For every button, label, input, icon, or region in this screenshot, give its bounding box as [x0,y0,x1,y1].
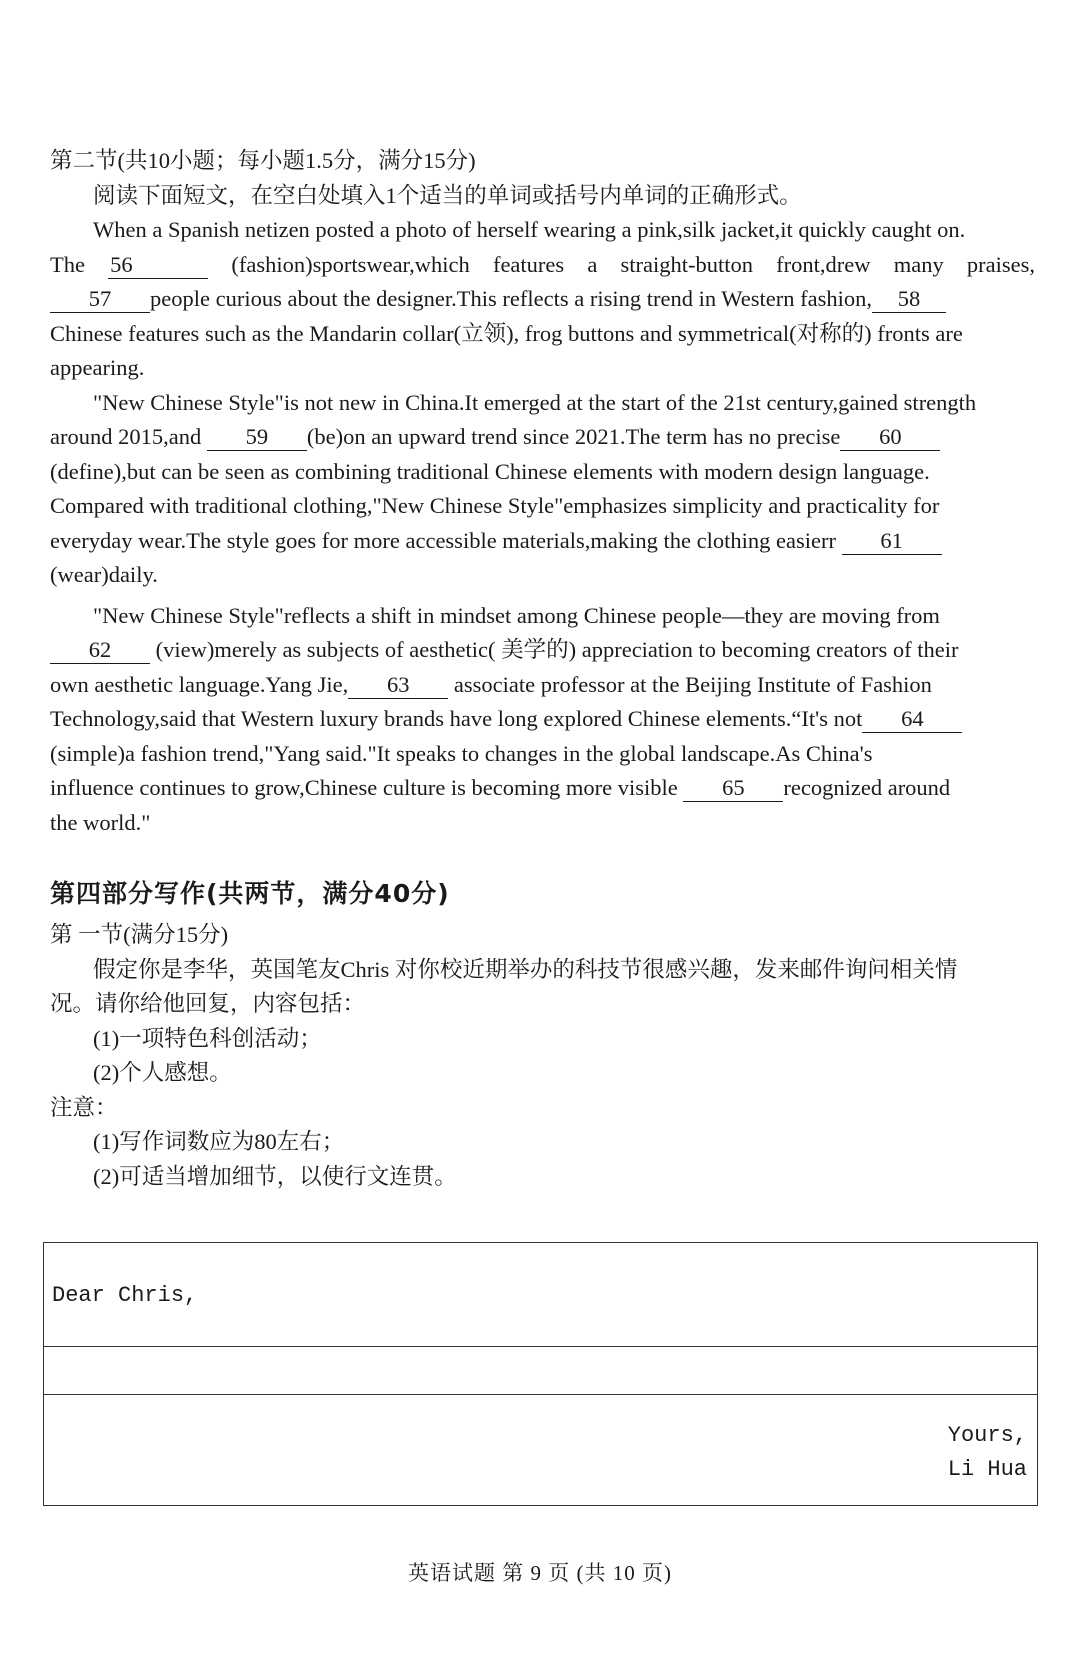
note-label: 注意： [50,1094,118,1120]
passage-line [50,771,1035,806]
task-item: (1)一项特色科创活动； [93,1025,322,1051]
section-heading: 第二节(共10小题；每小题1.5分，满分15分) [50,148,476,173]
passage-line [50,668,1035,703]
passage-text: Technology,said that Western luxury brands have long explored Chinese elements.“It's not [50,706,863,731]
task-item: (2)个人感想。 [93,1060,232,1085]
passage-text: people curious about the designer.This reflects a rising trend in Western fashion, [150,286,872,311]
passage-text: (be)on an upward trend since 2021.The term has no precise [306,424,841,449]
passage-text: everyday wear.The style goes for more accessible materials,making the clothing easierr [50,527,836,553]
blank-56[interactable]: 56 [108,252,208,279]
passage-line: "New Chinese Style"reflects a shift in mindset among Chinese people—they are moving from [93,602,940,628]
passage-text: The [50,251,85,277]
passage-text: (view)merely as subjects of aesthetic( 美学的) appreciation to becoming creators of their [155,637,959,662]
exam-content [50,144,1035,1194]
passage-line [50,248,1035,283]
passage-line [50,420,1035,455]
part-heading: 第四部分写作(共两节，满分40分) [50,879,450,908]
passage-line: "New Chinese Style"is not new in China.It emerged at the start of the 21st century,gained strength [93,389,977,415]
passage-line: Chinese features such as the Mandarin collar(立领), frog buttons and symmetrical(对称的) fronts are [50,320,963,346]
passage-line [50,524,1035,559]
note-item: (2)可适当增加细节，以使行文连贯。 [93,1163,457,1189]
passage-line: appearing. [50,355,145,380]
task-line: 假定你是李华，英国笔友Chris 对你校近期举办的科技节很感兴趣，发来邮件询问相关情 [93,956,958,982]
passage-text: influence continues to grow,Chinese culture is becoming more visible [50,775,678,800]
passage-line: (simple)a fashion trend,"Yang said."It speaks to changes in the global landscape.As China's [50,740,873,766]
task-line: 况。请你给他回复，内容包括： [50,991,366,1016]
passage-line [50,282,1035,317]
section-instruction: 阅读下面短文，在空白处填入1个适当的单词或括号内单词的正确形式。 [93,182,802,208]
blank-64[interactable]: 64 [862,706,962,733]
passage-text: associate professor at the Beijing Institute of Fashion [453,671,932,697]
blank-63[interactable]: 63 [348,672,448,699]
page-footer: 英语试题 第 9 页 (共 10 页) [408,1561,672,1585]
sub-heading: 第 一节(满分15分) [50,922,229,947]
signature-line: Li Hua [947,1457,1027,1482]
passage-line: the world." [50,809,151,835]
blank-57[interactable]: 57 [50,286,150,313]
passage-line: When a Spanish netizen posted a photo of herself wearing a pink,silk jacket,it quickly caught on. [93,217,966,242]
blank-65[interactable]: 65 [683,775,783,802]
passage-line [50,702,1035,737]
passage-line: (wear)daily. [50,562,158,587]
letter-closing [948,1419,1027,1487]
blank-60[interactable]: 60 [840,424,940,451]
passage-text: around 2015,and [50,424,202,449]
note-item: (1)写作词数应为80左右； [93,1129,345,1154]
passage-text: (fashion)sportswear,which features a straight-button front,drew many praises, [231,251,1035,277]
answer-box-row [44,1347,1037,1395]
blank-59[interactable]: 59 [207,424,307,451]
passage-line [50,633,1035,668]
passage-line: Compared with traditional clothing,"New Chinese Style"emphasizes simplicity and practicality for [50,493,940,518]
passage-text: own aesthetic language.Yang Jie, [50,671,349,697]
passage-text: recognized around [783,775,951,800]
blank-61[interactable]: 61 [842,528,942,555]
blank-58[interactable]: 58 [872,286,946,313]
answer-box[interactable] [43,1242,1038,1506]
letter-salutation: Dear Chris, [52,1283,198,1308]
answer-box-row [44,1243,1037,1347]
closing-line: Yours, [947,1423,1027,1448]
passage-line: (define),but can be seen as combining traditional Chinese elements with modern design language. [50,458,930,484]
blank-62[interactable]: 62 [50,637,150,664]
